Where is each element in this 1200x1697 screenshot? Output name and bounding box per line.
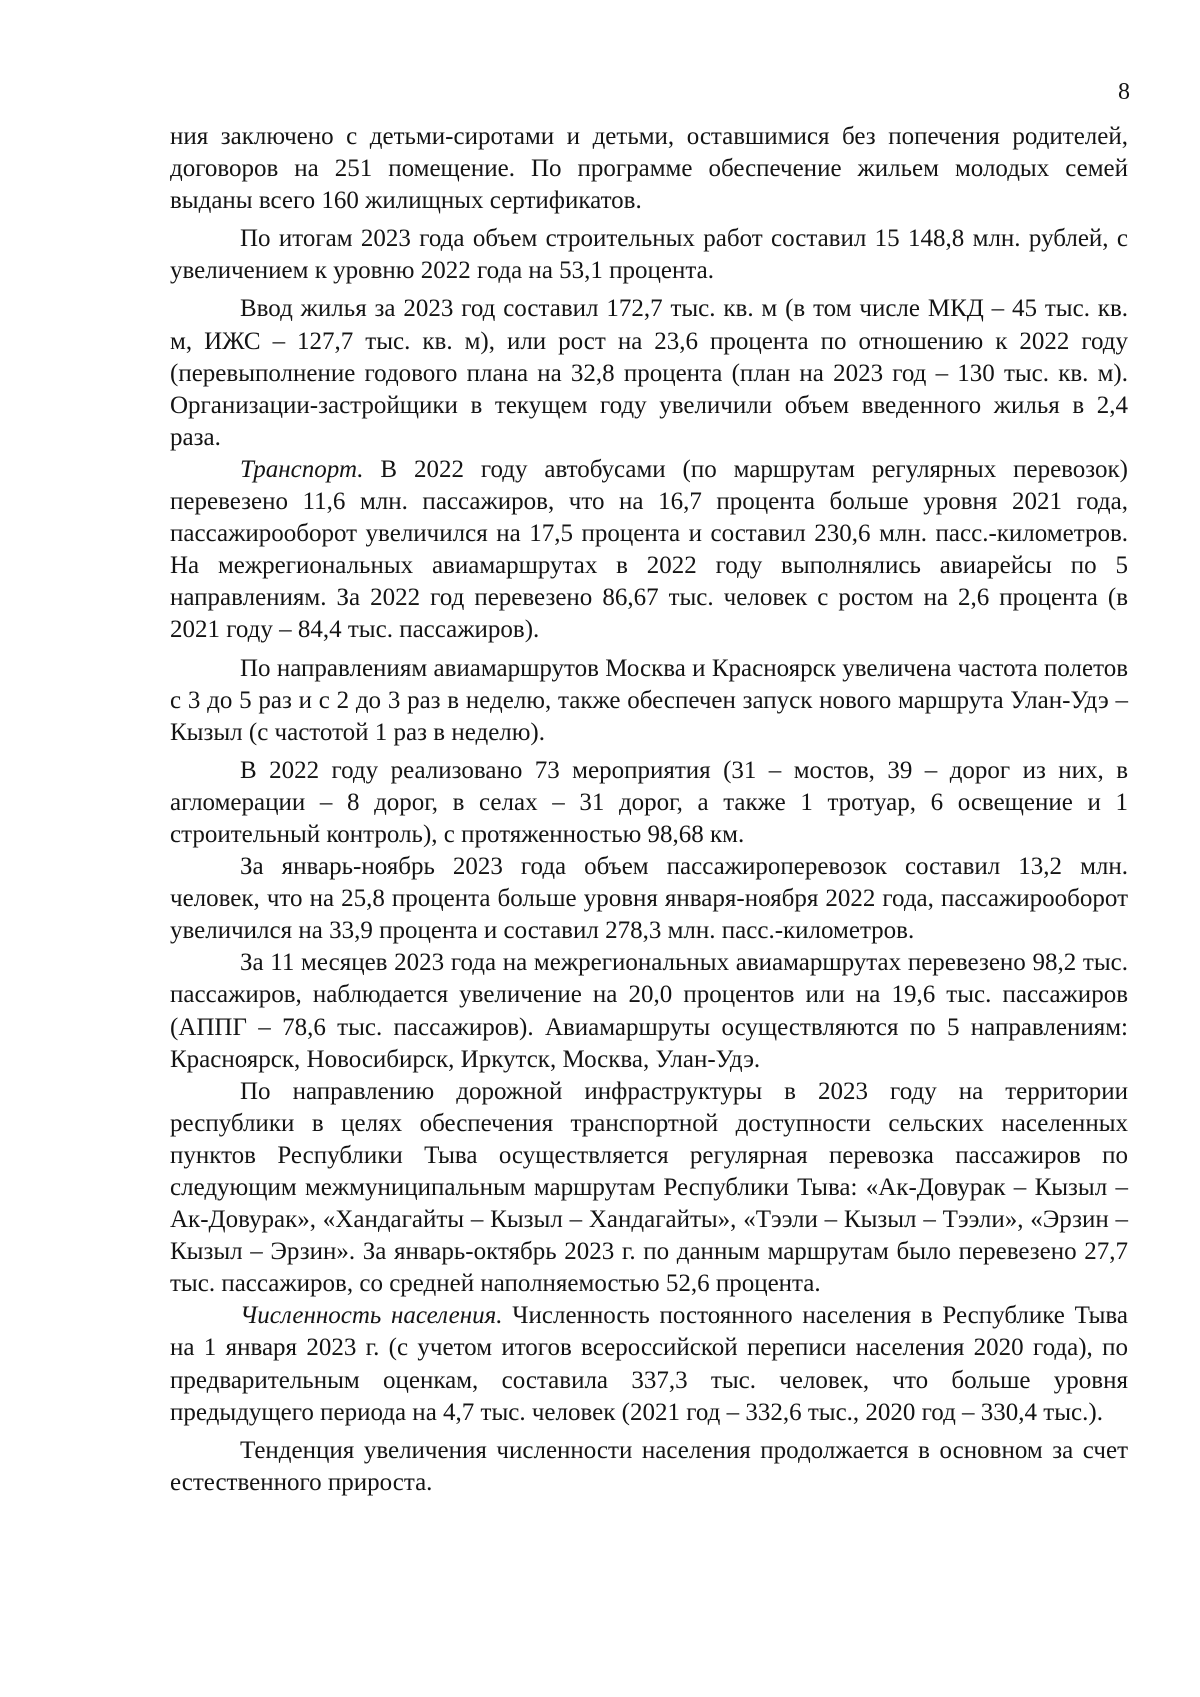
paragraph-road-infrastructure: По направлению дорожной инфраструктуры в 2023 году на территории республики в целях обеспечения транспортной доступности сельских населенных пунктов Республики Тыва осуществляется регулярная перевозка пассажиров по следующим межмуниципальным маршрутам Республики Тыва: «Ак-Довурак – Кызыл – Ак-Довурак», «Хандагайты – Кызыл – Хандагайты», «Тээли – Кызыл – Тээли», «Эрзин – Кызыл – Эрзин». За январь-октябрь 2023 г. по данным маршрутам было перевезено 27,7 тыс. пассажиров, со средней наполняемостью 52,6 процента. bbox=[170, 1077, 1128, 1298]
page-number: 8 bbox=[1118, 79, 1130, 105]
population-text: Численность постоянного населения в Республике Тыва на 1 января 2023 г. (с учетом итогов всероссийской переписи населения 2020 года), по предварительным оценкам, составила 337,3 тыс. человек, что больше уровня предыдущего периода на 4,7 тыс. человек (2021 год – 332,6 тыс., 2020 год – 330,4 тыс.). bbox=[170, 1302, 1129, 1426]
paragraph-passenger-traffic: За январь-ноябрь 2023 года объем пассажироперевозок составил 13,2 млн. человек, что на 25,8 процента больше уровня января-ноября 2022 года, пассажирооборот увеличился на 33,9 процента и составил 278,3 млн. пасс.-километров. bbox=[170, 853, 1128, 945]
paragraph-road-projects: В 2022 году реализовано 73 мероприятия (31 – мостов, 39 – дорог из них, в агломерации – 8 дорог, в селах – 31 дорог, а также 1 тротуар, 6 освещение и 1 строительный контроль), с протяженностью 98,68 км. bbox=[170, 756, 1128, 848]
population-heading: Численность населения. bbox=[240, 1302, 503, 1330]
paragraph-construction-volume: По итогам 2023 года объем строительных работ составил 15 148,8 млн. рублей, с увеличением к уровню 2022 года на 53,1 процента. bbox=[170, 225, 1128, 285]
document-body bbox=[170, 121, 1128, 1499]
paragraph-population-trend: Тенденция увеличения численности населения продолжается в основном за счет естественного прироста. bbox=[170, 1436, 1128, 1496]
transport-text: В 2022 году автобусами (по маршрутам регулярных перевозок) перевезено 11,6 млн. пассажиров, что на 16,7 процента больше уровня 2021 года, пассажирооборот увеличился на 17,5 процента и составил 230,6 млн. пасс.-километров. На межрегиональных авиамаршрутах в 2022 году выполнялись авиарейсы по 5 направлениям. За 2022 год перевезено 86,67 тыс. человек с ростом на 2,6 процента (в 2021 году – 84,4 тыс. пассажиров). bbox=[170, 455, 1128, 644]
paragraph-housing-orphans: ния заключено с детьми-сиротами и детьми, оставшимися без попечения родителей, договоров на 251 помещение. По программе обеспечение жильем молодых семей выданы всего 160 жилищных сертификатов. bbox=[170, 123, 1128, 215]
paragraph-air-routes: По направлениям авиамаршрутов Москва и Красноярск увеличена частота полетов с 3 до 5 раз и с 2 до 3 раз в неделю, также обеспечен запуск нового маршрута Улан-Удэ – Кызыл (с частотой 1 раз в неделю). bbox=[170, 654, 1128, 746]
paragraph-population bbox=[170, 1300, 1128, 1428]
paragraph-interregional-flights: За 11 месяцев 2023 года на межрегиональных авиамаршрутах перевезено 98,2 тыс. пассажиров, наблюдается увеличение на 20,0 процентов или на 19,6 тыс. пассажиров (АППГ – 78,6 тыс. пассажиров). Авиамаршруты осуществляются по 5 направлениям: Красноярск, Новосибирск, Иркутск, Москва, Улан-Удэ. bbox=[170, 949, 1128, 1073]
paragraph-housing-commissioning: Ввод жилья за 2023 год составил 172,7 тыс. кв. м (в том числе МКД – 45 тыс. кв. м, ИЖС – 127,7 тыс. кв. м), или рост на 23,6 процента по отношению к 2022 году (перевыполнение годового плана на 32,8 процента (план на 2023 год – 130 тыс. кв. м). Организации-застройщики в текущем году увеличили объем введенного жилья в 2,4 раза. bbox=[170, 295, 1128, 451]
paragraph-transport bbox=[170, 454, 1128, 647]
transport-heading: Транспорт. bbox=[240, 455, 364, 483]
